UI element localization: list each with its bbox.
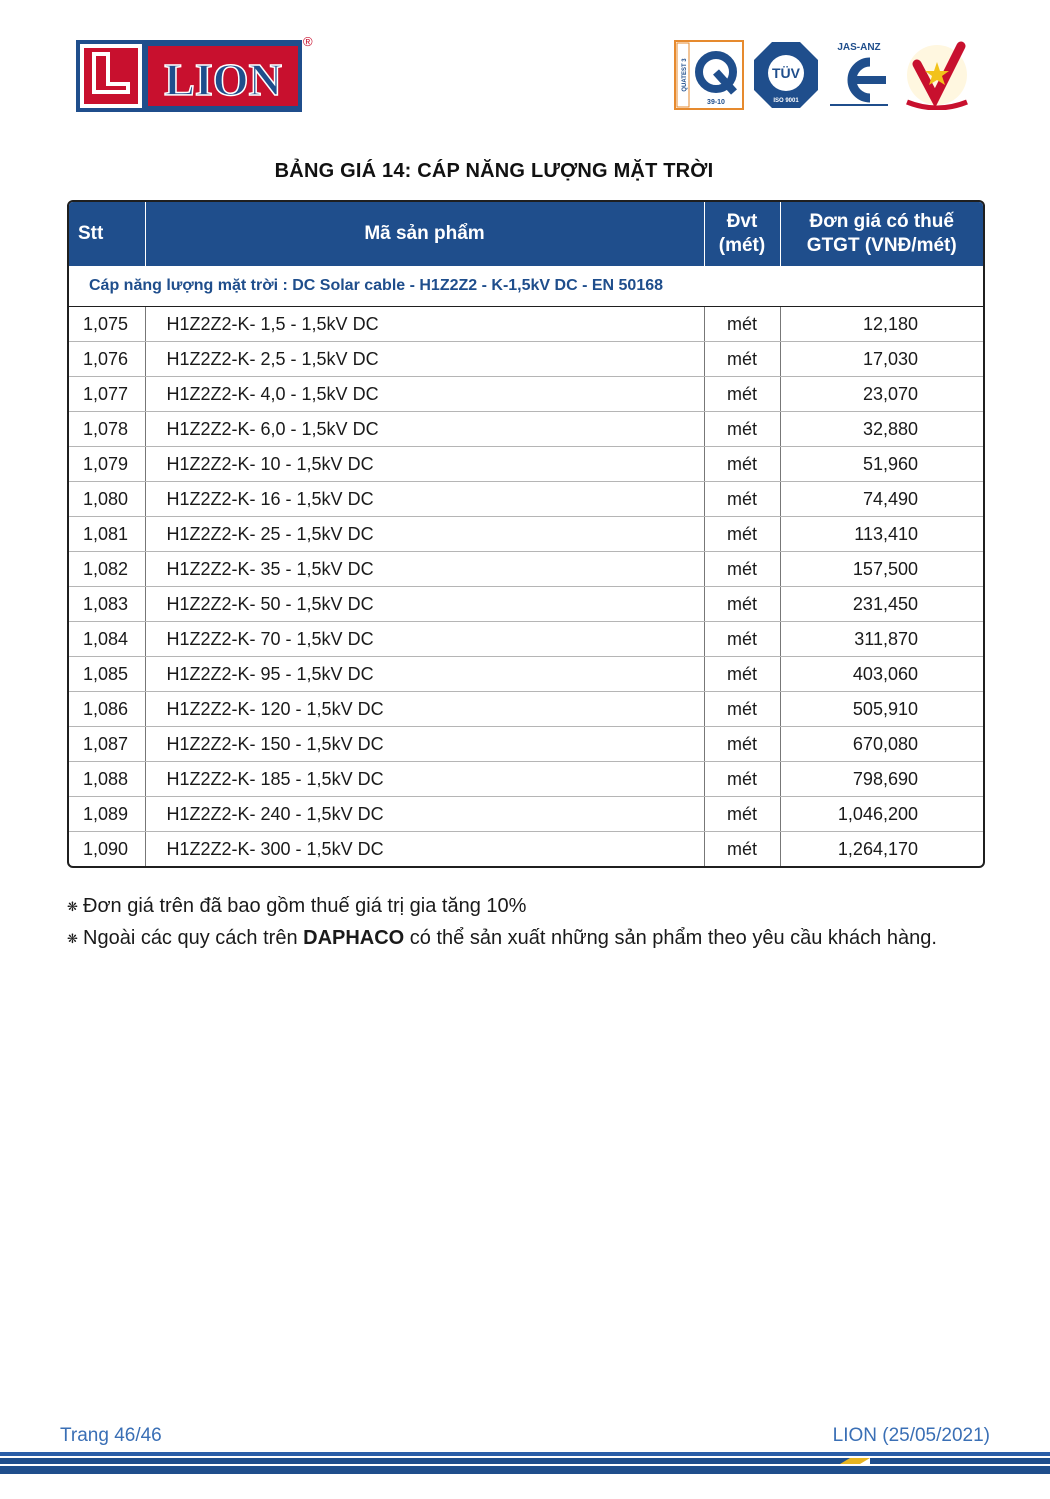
row-price: 670,080 bbox=[780, 727, 983, 762]
row-product-code: H1Z2Z2-K- 6,0 - 1,5kV DC bbox=[145, 412, 704, 447]
row-product-code: H1Z2Z2-K- 240 - 1,5kV DC bbox=[145, 797, 704, 832]
svg-text:TÜV: TÜV bbox=[772, 65, 800, 81]
table-row bbox=[69, 587, 983, 622]
row-product-code: H1Z2Z2-K- 50 - 1,5kV DC bbox=[145, 587, 704, 622]
svg-text:QUATEST 3: QUATEST 3 bbox=[682, 58, 688, 92]
column-header-price: Đơn giá có thuế GTGT (VNĐ/mét) bbox=[780, 202, 983, 266]
lion-logo bbox=[76, 40, 302, 112]
registered-mark: ® bbox=[303, 34, 313, 49]
row-stt: 1,081 bbox=[69, 517, 145, 552]
row-stt: 1,080 bbox=[69, 482, 145, 517]
row-stt: 1,083 bbox=[69, 587, 145, 622]
row-stt: 1,090 bbox=[69, 832, 145, 867]
row-unit: mét bbox=[704, 482, 780, 517]
row-product-code: H1Z2Z2-K- 16 - 1,5kV DC bbox=[145, 482, 704, 517]
row-price: 74,490 bbox=[780, 482, 983, 517]
row-stt: 1,085 bbox=[69, 657, 145, 692]
footer-stripe bbox=[0, 1452, 1050, 1474]
row-product-code: H1Z2Z2-K- 35 - 1,5kV DC bbox=[145, 552, 704, 587]
row-product-code: H1Z2Z2-K- 70 - 1,5kV DC bbox=[145, 622, 704, 657]
row-product-code: H1Z2Z2-K- 300 - 1,5kV DC bbox=[145, 832, 704, 867]
asterisk-bullet-icon: ❋ bbox=[67, 930, 78, 946]
vietnam-high-quality-cert-icon bbox=[897, 40, 977, 110]
logo-text: LION bbox=[164, 54, 282, 105]
row-unit: mét bbox=[704, 447, 780, 482]
table-row bbox=[69, 377, 983, 412]
row-unit: mét bbox=[704, 622, 780, 657]
row-price: 12,180 bbox=[780, 307, 983, 342]
row-stt: 1,075 bbox=[69, 307, 145, 342]
page-title: BẢNG GIÁ 14: CÁP NĂNG LƯỢNG MẶT TRỜI bbox=[274, 160, 714, 182]
table-row bbox=[69, 307, 983, 342]
row-price: 1,264,170 bbox=[837, 838, 918, 859]
table-row bbox=[69, 517, 983, 552]
row-product-code: H1Z2Z2-K- 150 - 1,5kV DC bbox=[145, 727, 704, 762]
row-stt: 1,089 bbox=[69, 797, 145, 832]
table-row bbox=[69, 797, 983, 832]
row-price: 403,060 bbox=[780, 657, 983, 692]
tuv-cert-icon bbox=[752, 40, 820, 110]
row-unit: mét bbox=[704, 692, 780, 727]
row-unit: mét bbox=[704, 377, 780, 412]
row-unit: mét bbox=[704, 727, 780, 762]
column-header-unit: Đvt (mét) bbox=[704, 202, 780, 266]
row-price: 157,500 bbox=[780, 552, 983, 587]
table-header-row bbox=[69, 202, 983, 266]
row-unit: mét bbox=[704, 517, 780, 552]
row-price: 17,030 bbox=[780, 342, 983, 377]
row-unit: mét bbox=[704, 657, 780, 692]
row-product-code: H1Z2Z2-K- 185 - 1,5kV DC bbox=[145, 762, 704, 797]
note-vat: ❋ Đơn giá trên đã bao gồm thuế giá trị gia tăng 10% bbox=[67, 893, 937, 925]
row-product-code: H1Z2Z2-K- 10 - 1,5kV DC bbox=[145, 447, 704, 482]
section-label: Cáp năng lượng mặt trời : DC Solar cable - H1Z2Z2 - K-1,5kV DC - EN 50168 bbox=[69, 266, 983, 307]
row-stt: 1,079 bbox=[69, 447, 145, 482]
row-product-code: H1Z2Z2-K- 120 - 1,5kV DC bbox=[145, 692, 704, 727]
table-row bbox=[69, 832, 983, 867]
note-custom-order: ❋ Ngoài các quy cách trên DAPHACO có thể sản xuất những sản phẩm theo yêu cầu khách hàng. bbox=[67, 925, 937, 957]
row-stt: 1,088 bbox=[69, 762, 145, 797]
table-row bbox=[69, 552, 983, 587]
asterisk-bullet-icon: ❋ bbox=[67, 898, 78, 914]
table-row bbox=[69, 622, 983, 657]
row-product-code: H1Z2Z2-K- 95 - 1,5kV DC bbox=[145, 657, 704, 692]
row-price: 51,960 bbox=[780, 447, 983, 482]
row-stt: 1,087 bbox=[69, 727, 145, 762]
row-price: 505,910 bbox=[780, 692, 983, 727]
table-row bbox=[69, 342, 983, 377]
row-product-code: H1Z2Z2-K- 2,5 - 1,5kV DC bbox=[145, 342, 704, 377]
table-row bbox=[69, 727, 983, 762]
row-stt: 1,082 bbox=[69, 552, 145, 587]
row-stt: 1,078 bbox=[69, 412, 145, 447]
row-price: 113,410 bbox=[780, 517, 983, 552]
column-header-code: Mã sản phẩm bbox=[145, 202, 704, 266]
row-stt: 1,084 bbox=[69, 622, 145, 657]
table-row bbox=[69, 657, 983, 692]
table-row bbox=[69, 482, 983, 517]
row-unit: mét bbox=[704, 307, 780, 342]
row-unit: mét bbox=[704, 552, 780, 587]
row-unit: mét bbox=[704, 412, 780, 447]
table-row bbox=[69, 762, 983, 797]
svg-text:39-10: 39-10 bbox=[707, 99, 725, 106]
row-stt: 1,076 bbox=[69, 342, 145, 377]
row-price: 23,070 bbox=[780, 377, 983, 412]
svg-text:JAS-ANZ: JAS-ANZ bbox=[837, 42, 881, 53]
row-unit: mét bbox=[704, 832, 780, 867]
column-header-stt: Stt bbox=[69, 202, 145, 266]
row-unit: mét bbox=[704, 342, 780, 377]
row-price: 231,450 bbox=[780, 587, 983, 622]
row-price: 798,690 bbox=[780, 762, 983, 797]
row-unit: mét bbox=[704, 762, 780, 797]
jas-anz-cert-icon bbox=[826, 40, 892, 110]
row-product-code: H1Z2Z2-K- 1,5 - 1,5kV DC bbox=[145, 307, 704, 342]
table-row bbox=[69, 692, 983, 727]
row-unit: mét bbox=[704, 797, 780, 832]
row-stt: 1,086 bbox=[69, 692, 145, 727]
edition-date: LION (25/05/2021) bbox=[832, 1425, 990, 1446]
svg-text:ISO 9001: ISO 9001 bbox=[773, 98, 799, 104]
row-price: 1,046,200 bbox=[780, 797, 983, 832]
page-number: Trang 46/46 bbox=[60, 1425, 162, 1446]
row-unit: mét bbox=[704, 587, 780, 622]
quatest-cert-icon bbox=[674, 40, 744, 110]
table-row bbox=[69, 412, 983, 447]
notes bbox=[67, 893, 937, 957]
row-price: 32,880 bbox=[780, 412, 983, 447]
table-row bbox=[69, 447, 983, 482]
row-stt: 1,077 bbox=[69, 377, 145, 412]
row-product-code: H1Z2Z2-K- 4,0 - 1,5kV DC bbox=[145, 377, 704, 412]
row-price: 311,870 bbox=[780, 622, 983, 657]
row-product-code: H1Z2Z2-K- 25 - 1,5kV DC bbox=[145, 517, 704, 552]
brand-name: DAPHACO bbox=[303, 927, 405, 949]
price-table bbox=[67, 200, 985, 868]
section-row bbox=[69, 266, 983, 307]
